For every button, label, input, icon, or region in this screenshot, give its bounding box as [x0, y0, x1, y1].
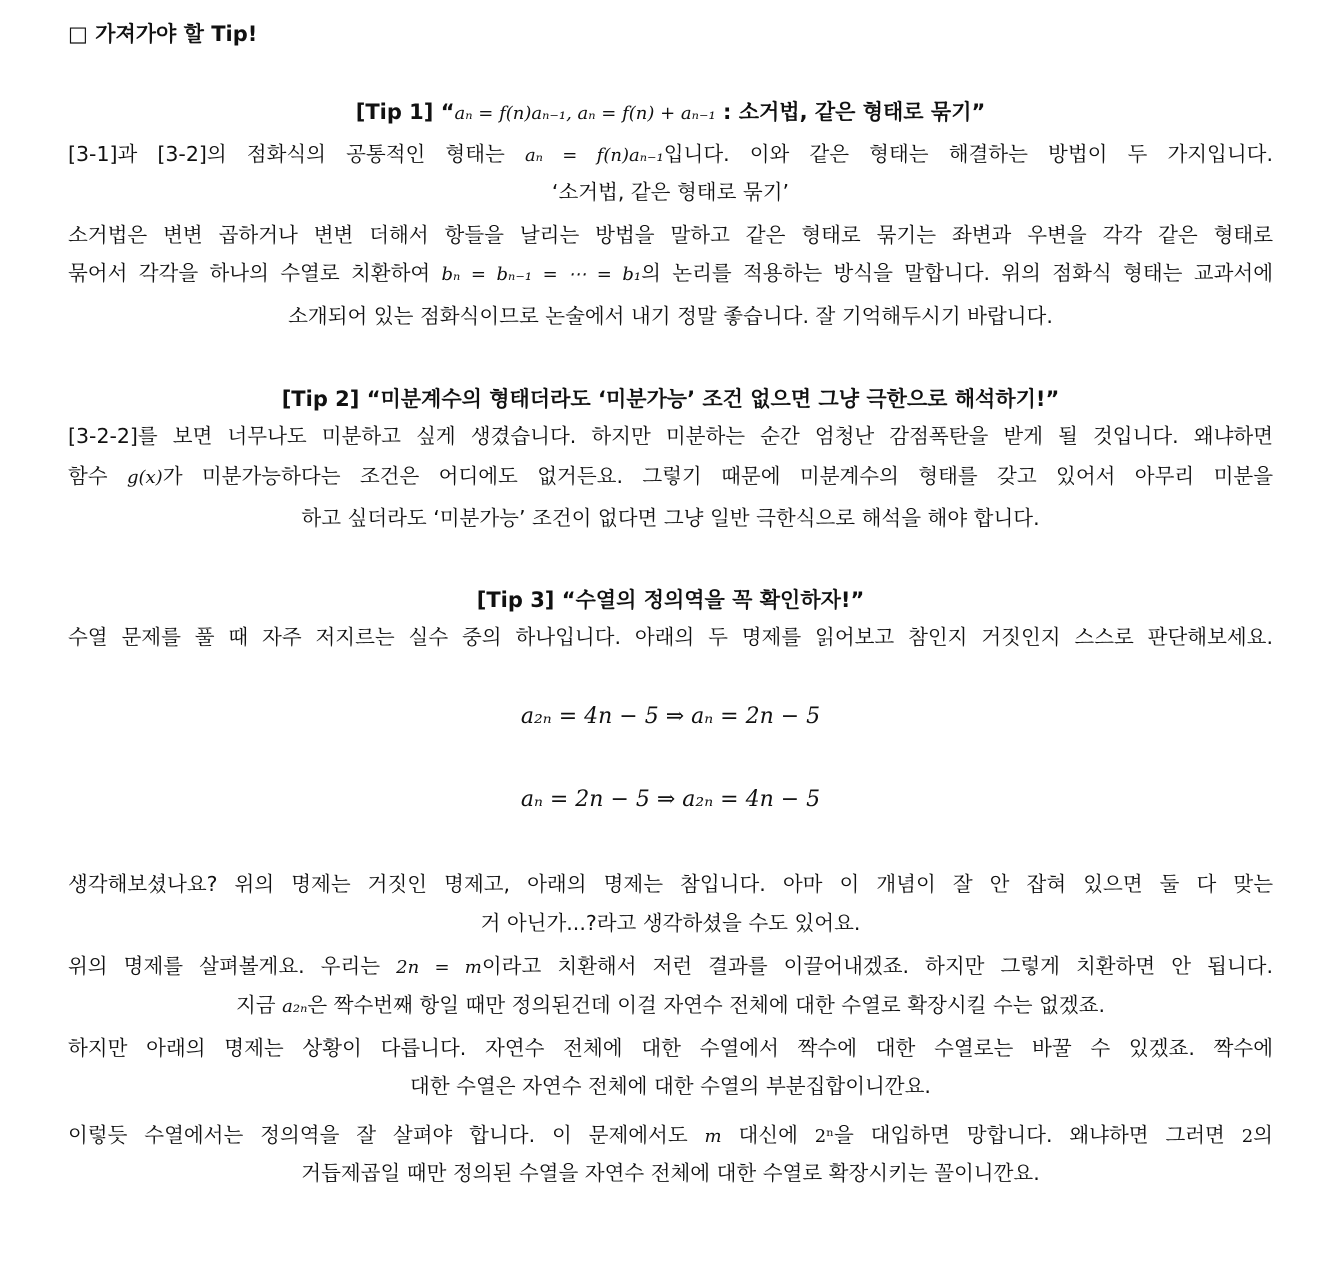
- tip1-title-prefix: [Tip 1] “: [355, 100, 455, 124]
- tip2-l2-text: 함수: [68, 464, 127, 488]
- tip1-line-5: 소개되어 있는 점화식이므로 논술에서 내기 정말 좋습니다. 잘 기억해두시기 바랍니다.: [288, 304, 1053, 328]
- tip3-line-8: [68, 1123, 1273, 1148]
- tip3-l5-text: 지금: [236, 993, 283, 1017]
- tip1-l1-text-2: 입니다. 이와 같은 형태는 해결하는 방법이 두 가지입니다.: [663, 142, 1273, 166]
- tip3-l5-formula: a₂ₙ: [282, 996, 308, 1017]
- tip2-line-3: 하고 싶더라도 ‘미분가능’ 조건이 없다면 그냥 일반 극한식으로 해석을 해야 합니다.: [301, 506, 1040, 530]
- tip2-l2-formula: g(x): [126, 467, 163, 488]
- tip3-line-5: [68, 993, 1273, 1018]
- tip3-line-2: 생각해보셨나요? 위의 명제는 거짓인 명제고, 아래의 명제는 참입니다. 아마 이 개념이 잘 안 잡혀 있으면 둘 다 맞는: [68, 872, 1273, 896]
- tip3-l4-text: 위의 명제를 살펴볼게요. 우리는: [68, 954, 397, 978]
- tip2-line-1: [3-2-2]를 보면 너무나도 미분하고 싶게 생겼습니다. 하지만 미분하는 순간 엄청난 감점폭탄을 받게 될 것입니다. 왜냐하면: [68, 424, 1273, 448]
- tip1-l1-text: [3-1]과 [3-2]의 점화식의 공통적인 형태는: [68, 142, 525, 166]
- tip3-l8-text: 이렇듯 수열에서는 정의역을 잘 살펴야 합니다. 이 문제에서도: [68, 1123, 705, 1147]
- tip3-l4-text-2: 이라고 치환해서 저런 결과를 이끌어내겠죠. 하지만 그렇게 치환하면 안 됩니다.: [481, 954, 1274, 978]
- section-header: □ 가져가야 할 Tip!: [68, 22, 258, 46]
- tip3-line-6: 하지만 아래의 명제는 상황이 다릅니다. 자연수 전체에 대한 수열에서 짝수에 대한 수열로는 바꿀 수 있겠죠. 짝수에: [68, 1036, 1273, 1060]
- tip3-line-9: 거듭제곱일 때만 정의된 수열을 자연수 전체에 대한 수열로 확장시키는 꼴이니깐요.: [301, 1161, 1040, 1185]
- tip1-l1-formula: aₙ = f(n)aₙ₋₁: [524, 145, 664, 166]
- tip3-l8-text-2: 대신에: [721, 1123, 815, 1147]
- tip1-title-suffix: : 소거법, 같은 형태로 묶기”: [715, 100, 986, 124]
- tip3-line-7: 대한 수열은 자연수 전체에 대한 수열의 부분집합이니깐요.: [410, 1074, 931, 1098]
- tip1-line-3: 소거법은 변변 곱하거나 변변 더해서 항들을 날리는 방법을 말하고 같은 형태로 묶기는 좌변과 우변을 각각 같은 형태로: [68, 223, 1273, 247]
- tip1-title-formula: aₙ = f(n)aₙ₋₁, aₙ = f(n) + aₙ₋₁: [454, 103, 716, 124]
- tip1-l4-text-2: 의 논리를 적용하는 방식을 말합니다. 위의 점화식 형태는 교과서에: [641, 261, 1274, 285]
- equation-1: a₂ₙ = 4n − 5 ⇒ aₙ = 2n − 5: [520, 704, 821, 729]
- tip3-l8-text-3: 을 대입하면 망합니다. 왜냐하면 그러면: [834, 1123, 1242, 1147]
- tip3-l5-text-2: 은 짝수번째 항일 때만 정의된건데 이걸 자연수 전체에 대한 수열로 확장시킬 수는 없겠죠.: [307, 993, 1105, 1017]
- tip3-line-3: 거 아닌가...?라고 생각하셨을 수도 있어요.: [480, 911, 861, 935]
- tip1-l4-formula: bₙ = bₙ₋₁ = ⋯ = b₁: [441, 264, 642, 285]
- tip1-l4-text: 묶어서 각각을 하나의 수열로 치환하여: [68, 261, 442, 285]
- tip3-l8-formula-two: 2: [1241, 1126, 1254, 1147]
- tip1-line-2: ‘소거법, 같은 형태로 묶기’: [551, 180, 790, 204]
- tip1-line-4: [68, 261, 1273, 286]
- tip3-line-1: 수열 문제를 풀 때 자주 저지르는 실수 중의 하나입니다. 아래의 두 명제를 읽어보고 참인지 거짓인지 스스로 판단해보세요.: [68, 625, 1273, 649]
- tip1-line-1: [68, 142, 1273, 167]
- equation-2: aₙ = 2n − 5 ⇒ a₂ₙ = 4n − 5: [520, 787, 821, 812]
- tip3-title: [Tip 3] “수열의 정의역을 꼭 확인하자!”: [476, 588, 865, 612]
- tip2-line-2: [68, 464, 1273, 489]
- tip2-l2-text-2: 가 미분가능하다는 조건은 어디에도 없거든요. 그렇기 때문에 미분계수의 형태를 갖고 있어서 아무리 미분을: [162, 464, 1274, 488]
- tip3-l4-formula: 2n = m: [396, 957, 482, 978]
- tip3-l8-formula-power: 2ⁿ: [814, 1126, 835, 1147]
- tip3-line-4: [68, 954, 1273, 979]
- tip3-l8-formula-m: m: [704, 1126, 722, 1147]
- tip3-l8-text-4: 의: [1253, 1123, 1273, 1147]
- tip2-title: [Tip 2] “미분계수의 형태더라도 ‘미분가능’ 조건 없으면 그냥 극한으로 해석하기!”: [281, 387, 1060, 411]
- tip1-title: [68, 96, 1273, 126]
